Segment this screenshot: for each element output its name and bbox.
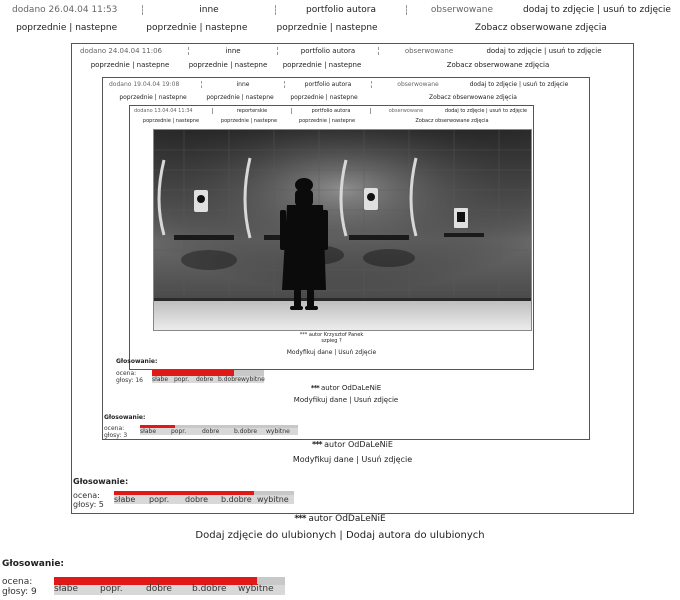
nav-prev-next: poprzednie | nastepne bbox=[298, 117, 356, 124]
level2-header bbox=[72, 45, 633, 73]
remove-photo-link[interactable]: usuń to zdjęcie bbox=[602, 5, 671, 15]
photo-caption bbox=[130, 332, 533, 344]
level1-vote bbox=[2, 559, 322, 597]
author-prefix: *** bbox=[299, 332, 308, 338]
vote-meta bbox=[116, 370, 152, 384]
level3-vote bbox=[104, 414, 364, 439]
level1-author bbox=[0, 514, 680, 524]
label-excellent[interactable]: wybitne bbox=[238, 584, 274, 594]
prev-link[interactable]: poprzednie bbox=[188, 61, 228, 69]
level4-frame bbox=[129, 105, 534, 370]
category-link[interactable]: inne bbox=[142, 5, 275, 15]
level4-header bbox=[130, 106, 533, 126]
add-author-fav-link[interactable]: Dodaj autora do ulubionych bbox=[345, 530, 485, 541]
vote-bar[interactable] bbox=[140, 425, 298, 435]
vote-meta bbox=[2, 577, 54, 597]
nav-prev-next: poprzednie | nastepne bbox=[220, 117, 278, 124]
label-very-good[interactable]: b.dobre bbox=[192, 584, 227, 594]
watched-label: obserwowane bbox=[406, 5, 517, 15]
next-link[interactable]: nastepne bbox=[328, 61, 362, 69]
vote-labels bbox=[114, 495, 294, 504]
vote-labels bbox=[54, 584, 285, 594]
separator: | bbox=[597, 5, 603, 15]
level3-header bbox=[103, 79, 589, 104]
votes-count: głosy: 9 bbox=[2, 587, 37, 597]
author-prefix: *** bbox=[310, 384, 319, 392]
level3-frame bbox=[102, 77, 590, 440]
photo-image bbox=[154, 130, 531, 330]
label-weak[interactable]: słabe bbox=[140, 428, 157, 435]
delete-link[interactable]: Usuń zdjęcie bbox=[361, 455, 413, 464]
prev-link[interactable]: poprzednie bbox=[298, 117, 327, 124]
level2-author bbox=[72, 440, 633, 449]
watched-label: obserwowane bbox=[378, 47, 479, 55]
prev-link[interactable]: poprzednie bbox=[16, 23, 67, 33]
next-link[interactable]: nastepne bbox=[234, 61, 268, 69]
next-link[interactable]: nastepne bbox=[245, 93, 274, 101]
added-date: dodano 13.04.04 11:34 bbox=[134, 107, 193, 114]
label-very-good[interactable]: b.dobre bbox=[221, 495, 252, 504]
rating-label: ocena: bbox=[73, 491, 100, 500]
vote-labels bbox=[152, 376, 264, 383]
label-excellent[interactable]: wybitne bbox=[266, 428, 290, 435]
photo[interactable] bbox=[153, 129, 532, 331]
next-link[interactable]: nastepne bbox=[205, 23, 248, 33]
level2-modify-row: Modyfikuj dane | Usuń zdjęcie bbox=[292, 455, 413, 464]
label-fair[interactable]: popr. bbox=[100, 584, 123, 594]
vote-title: Głosowanie: bbox=[2, 559, 65, 569]
label-good[interactable]: dobre bbox=[196, 376, 214, 383]
modify-link[interactable]: Modyfikuj dane bbox=[293, 396, 348, 404]
vote-bar[interactable] bbox=[54, 577, 285, 595]
nav-prev-next: poprzednie | nastepne bbox=[90, 61, 170, 69]
author-prefix: *** bbox=[294, 514, 306, 524]
watch-actions: dodaj to zdjęcie | usuń to zdjęcie bbox=[444, 107, 528, 114]
prev-link[interactable]: poprzednie bbox=[90, 61, 130, 69]
label-weak[interactable]: słabe bbox=[114, 495, 136, 504]
favorites-row: Dodaj zdjęcie do ulubionych | Dodaj autora do ulubionych bbox=[195, 530, 485, 541]
nav-prev-next: poprzednie | nastepne bbox=[146, 23, 248, 33]
category-link[interactable]: reporterskie bbox=[212, 108, 291, 114]
watched-label: obserwowane bbox=[371, 81, 464, 88]
vote-bar[interactable] bbox=[152, 370, 264, 384]
vote-bar[interactable] bbox=[114, 491, 294, 504]
vote-meta bbox=[73, 491, 114, 509]
author-prefix: *** bbox=[312, 440, 322, 449]
delete-link[interactable]: Usuń zdjęcie bbox=[338, 349, 377, 356]
label-weak[interactable]: słabe bbox=[152, 376, 169, 383]
author-name[interactable]: autor OdDaLeNiE bbox=[308, 514, 386, 524]
add-photo-link[interactable]: dodaj to zdjęcie bbox=[469, 81, 518, 88]
nav-prev-next: poprzednie | nastepne bbox=[142, 117, 200, 124]
next-link[interactable]: nastepne bbox=[158, 93, 187, 101]
see-watched-link[interactable]: Zobacz obserwowane zdjęcia bbox=[474, 23, 607, 33]
next-link[interactable]: nastepne bbox=[253, 117, 278, 124]
votes-count: głosy: 5 bbox=[73, 500, 104, 509]
next-link[interactable]: nastepne bbox=[329, 93, 358, 101]
nav-prev-next: poprzednie | nastepne bbox=[282, 61, 362, 69]
portfolio-link[interactable]: portfolio autora bbox=[275, 5, 406, 15]
votes-count: głosy: 16 bbox=[116, 377, 143, 384]
category-link[interactable]: inne bbox=[188, 47, 277, 55]
nav-prev-next: poprzednie | nastepne bbox=[276, 23, 378, 33]
label-fair[interactable]: popr. bbox=[174, 376, 190, 383]
label-good[interactable]: dobre bbox=[202, 428, 220, 435]
nav-prev-next: poprzednie | nastepne bbox=[119, 93, 187, 101]
nav-prev-next: poprzednie | nastepne bbox=[290, 93, 358, 101]
modify-link[interactable]: Modyfikuj dane bbox=[292, 455, 354, 464]
vote-title: Głosowanie: bbox=[116, 358, 158, 365]
watch-actions: dodaj to zdjęcie | usuń to zdjęcie bbox=[469, 81, 569, 88]
level4-vote bbox=[116, 358, 316, 384]
portfolio-link[interactable]: portfolio autora bbox=[277, 47, 378, 55]
add-photo-link[interactable]: dodaj to zdjęcie bbox=[444, 107, 485, 114]
level2-vote bbox=[73, 477, 373, 509]
watch-actions bbox=[517, 5, 677, 15]
remove-photo-link[interactable]: usuń to zdjęcie bbox=[548, 47, 602, 55]
prev-link[interactable]: poprzednie bbox=[206, 93, 240, 101]
added-date: dodano 24.04.04 11:06 bbox=[80, 47, 162, 55]
label-fair[interactable]: popr. bbox=[171, 428, 187, 435]
prev-link[interactable]: poprzednie bbox=[146, 23, 197, 33]
next-link[interactable]: nastepne bbox=[331, 117, 356, 124]
watch-actions: dodaj to zdjęcie | usuń to zdjęcie bbox=[486, 47, 602, 55]
modify-row: Modyfikuj dane | Usuń zdjęcie bbox=[286, 349, 377, 356]
see-watched-link[interactable]: Zobacz obserwowane zdjęcia bbox=[429, 93, 517, 101]
label-fair[interactable]: popr. bbox=[149, 495, 170, 504]
vote-title: Głosowanie: bbox=[104, 414, 146, 421]
rating-label: ocena: bbox=[116, 370, 137, 377]
next-link[interactable]: nastepne bbox=[75, 23, 118, 33]
label-very-good[interactable]: b.dobre bbox=[218, 376, 242, 383]
watched-label: obserwowane bbox=[370, 108, 441, 114]
next-link[interactable]: nastepne bbox=[136, 61, 170, 69]
author-name[interactable]: autor OdDaLeNiE bbox=[321, 384, 382, 392]
see-watched-link[interactable]: Zobacz obserwowane zdjęcia bbox=[446, 61, 550, 69]
see-watched-link[interactable]: Zobacz obserwowane zdjęcia bbox=[415, 117, 489, 124]
label-weak[interactable]: słabe bbox=[54, 584, 79, 594]
remove-photo-link[interactable]: usuń to zdjęcie bbox=[522, 81, 569, 88]
category-link[interactable]: inne bbox=[201, 81, 284, 88]
nav-prev-next: poprzednie | nastepne bbox=[188, 61, 268, 69]
photo-title: szpieg ? bbox=[321, 338, 342, 344]
rating-label: ocena: bbox=[2, 577, 33, 587]
next-link[interactable]: nastepne bbox=[335, 23, 378, 33]
delete-link[interactable]: Usuń zdjęcie bbox=[353, 396, 399, 404]
remove-photo-link[interactable]: usuń to zdjęcie bbox=[489, 107, 528, 114]
label-excellent[interactable]: wybitne bbox=[241, 376, 265, 383]
added-date: dodano 26.04.04 11:53 bbox=[12, 5, 118, 15]
portfolio-link[interactable]: portfolio autora bbox=[284, 81, 371, 88]
author-name[interactable]: autor OdDaLeNiE bbox=[324, 440, 393, 449]
portfolio-link[interactable]: portfolio autora bbox=[291, 108, 370, 114]
prev-link[interactable]: poprzednie bbox=[276, 23, 327, 33]
added-date: dodano 19.04.04 19:08 bbox=[109, 81, 180, 88]
label-good[interactable]: dobre bbox=[146, 584, 172, 594]
vote-meta bbox=[104, 425, 140, 439]
level3-modify-row: Modyfikuj dane | Usuń zdjęcie bbox=[293, 396, 399, 404]
rating-label: ocena: bbox=[104, 425, 125, 432]
prev-link[interactable]: poprzednie bbox=[119, 93, 153, 101]
add-photo-link[interactable]: dodaj to zdjęcie bbox=[486, 47, 542, 55]
vote-title: Głosowanie: bbox=[73, 477, 129, 486]
label-good[interactable]: dobre bbox=[185, 495, 209, 504]
votes-count: głosy: 3 bbox=[104, 432, 128, 439]
author-name[interactable]: autor Krzysztof Panek bbox=[308, 332, 364, 338]
prev-link[interactable]: poprzednie bbox=[282, 61, 322, 69]
next-link[interactable]: nastepne bbox=[175, 117, 200, 124]
add-photo-link[interactable]: dodaj to zdjęcie bbox=[523, 5, 595, 15]
add-photo-fav-link[interactable]: Dodaj zdjęcie do ulubionych bbox=[195, 530, 337, 541]
vote-labels bbox=[140, 428, 298, 435]
level2-frame bbox=[71, 43, 634, 514]
nav-prev-next: poprzednie | nastepne bbox=[206, 93, 274, 101]
nav-prev-next: poprzednie | nastepne bbox=[16, 23, 118, 33]
label-very-good[interactable]: b.dobre bbox=[234, 428, 258, 435]
level1-header bbox=[0, 2, 680, 38]
label-excellent[interactable]: wybitne bbox=[257, 495, 289, 504]
modify-link[interactable]: Modyfikuj dane bbox=[286, 349, 333, 356]
prev-link[interactable]: poprzednie bbox=[142, 117, 171, 124]
level3-author bbox=[103, 384, 589, 392]
prev-link[interactable]: poprzednie bbox=[290, 93, 324, 101]
prev-link[interactable]: poprzednie bbox=[220, 117, 249, 124]
